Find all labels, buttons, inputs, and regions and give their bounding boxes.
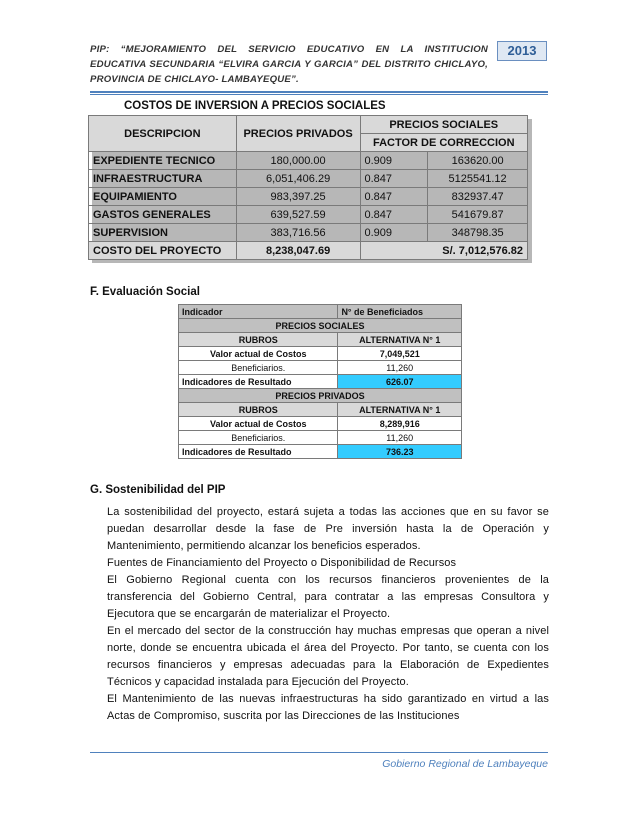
- eval-social-rubros: RUBROS: [179, 333, 338, 347]
- cost-row-factor: 0.847: [360, 206, 428, 224]
- eval-social-alt: ALTERNATIVA N° 1: [338, 333, 462, 347]
- header-rule-thin: [90, 94, 548, 95]
- eval-private-result-value: 736.23: [338, 445, 462, 459]
- paragraph: El Mantenimiento de las nuevas infraestructuras ha sido garantizado en virtud a las Actas de Compromiso, suscrita por las Direcciones de las Instituciones: [107, 693, 549, 722]
- evaluation-table: [178, 304, 462, 459]
- table-row: [89, 152, 528, 170]
- costs-header-private: PRECIOS PRIVADOS: [236, 116, 360, 152]
- eval-private-cost-label: Valor actual de Costos: [179, 417, 338, 431]
- eval-private-benef-value: 11,260: [338, 431, 462, 445]
- costs-header-factor: FACTOR DE CORRECCION: [360, 134, 528, 152]
- cost-total-label: COSTO DEL PROYECTO: [89, 242, 237, 260]
- cost-total-social: S/. 7,012,576.82: [360, 242, 528, 260]
- header-rule: [90, 91, 548, 93]
- eval-private-rubros: RUBROS: [179, 403, 338, 417]
- eval-header-beneficiaries: N° de Beneficiados: [338, 305, 462, 319]
- eval-private-band: PRECIOS PRIVADOS: [179, 389, 462, 403]
- costs-header-description: DESCRIPCION: [89, 116, 237, 152]
- footer-text: Gobierno Regional de Lambayeque: [382, 758, 548, 770]
- eval-social-benef-label: Beneficiarios.: [179, 361, 338, 375]
- eval-social-benef-value: 11,260: [338, 361, 462, 375]
- cost-row-factor: 0.909: [360, 152, 428, 170]
- cost-row-private: 6,051,406.29: [236, 170, 360, 188]
- eval-social-result-value: 626.07: [338, 375, 462, 389]
- cost-row-label: EQUIPAMIENTO: [89, 188, 237, 206]
- eval-social-cost-label: Valor actual de Costos: [179, 347, 338, 361]
- cost-row-label: SUPERVISION: [89, 224, 237, 242]
- cost-row-label: INFRAESTRUCTURA: [89, 170, 237, 188]
- table-row: [89, 224, 528, 242]
- cost-row-factor: 0.847: [360, 188, 428, 206]
- eval-social-band: PRECIOS SOCIALES: [179, 319, 462, 333]
- cost-row-factor: 0.847: [360, 170, 428, 188]
- costs-header-social: PRECIOS SOCIALES: [360, 116, 528, 134]
- eval-private-benef-label: Beneficiarios.: [179, 431, 338, 445]
- cost-total-row: [89, 242, 528, 260]
- paragraph: Fuentes de Financiamiento del Proyecto o Disponibilidad de Recursos: [107, 557, 457, 569]
- paragraph: En el mercado del sector de la construcción hay muchas empresas que operan a nivel norte, donde se encuentra ubicada el área del Proyecto. Por tanto, se cuenta con los recursos financieros y empresas adecuadas para la Elaboración de Expedientes Técnicos y capacidad instalada para Ejecución del Proyecto.: [107, 625, 549, 688]
- table-row: [89, 206, 528, 224]
- cost-row-private: 180,000.00: [236, 152, 360, 170]
- eval-social-cost-value: 7,049,521: [338, 347, 462, 361]
- eval-private-cost-value: 8,289,916: [338, 417, 462, 431]
- costs-title: COSTOS DE INVERSION A PRECIOS SOCIALES: [124, 100, 386, 112]
- section-g-title: G. Sostenibilidad del PIP: [90, 484, 226, 496]
- costs-table: [88, 115, 528, 260]
- table-row: [89, 188, 528, 206]
- header-year-badge: 2013: [497, 41, 547, 61]
- eval-private-result-label: Indicadores de Resultado: [179, 445, 338, 459]
- cost-row-social: 541679.87: [428, 206, 528, 224]
- table-row: [89, 170, 528, 188]
- cost-row-private: 639,527.59: [236, 206, 360, 224]
- footer-rule: [90, 752, 548, 753]
- cost-row-label: GASTOS GENERALES: [89, 206, 237, 224]
- cost-row-label: EXPEDIENTE TECNICO: [89, 152, 237, 170]
- cost-row-social: 163620.00: [428, 152, 528, 170]
- section-f-title: F. Evaluación Social: [90, 286, 200, 298]
- cost-row-factor: 0.909: [360, 224, 428, 242]
- paragraph: La sostenibilidad del proyecto, estará sujeta a todas las acciones que en su favor se puedan desarrollar desde la fase de Pre inversión hasta la de Operación y Mantenimiento, permitiendo alcanzar los beneficios esperados.: [107, 506, 549, 552]
- cost-row-social: 832937.47: [428, 188, 528, 206]
- section-g-body: [107, 504, 549, 725]
- cost-total-private: 8,238,047.69: [236, 242, 360, 260]
- cost-row-private: 983,397.25: [236, 188, 360, 206]
- paragraph: El Gobierno Regional cuenta con los recursos financieros provenientes de la transferencia del Gobierno Central, para contratar a las empresas Consultora y Ejecutora que se encargarán de materializar el Proyecto.: [107, 574, 549, 620]
- header-project-title: PIP: “MEJORAMIENTO DEL SERVICIO EDUCATIVO EN LA INSTITUCION EDUCATIVA SECUNDARIA “ELVIRA GARCIA Y GARCIA” DEL DISTRITO CHICLAYO, PROVINCIA DE CHICLAYO- LAMBAYEQUE”.: [90, 44, 488, 85]
- eval-private-alt: ALTERNATIVA N° 1: [338, 403, 462, 417]
- cost-row-private: 383,716.56: [236, 224, 360, 242]
- cost-row-social: 348798.35: [428, 224, 528, 242]
- eval-social-result-label: Indicadores de Resultado: [179, 375, 338, 389]
- cost-row-social: 5125541.12: [428, 170, 528, 188]
- eval-header-indicator: Indicador: [179, 305, 338, 319]
